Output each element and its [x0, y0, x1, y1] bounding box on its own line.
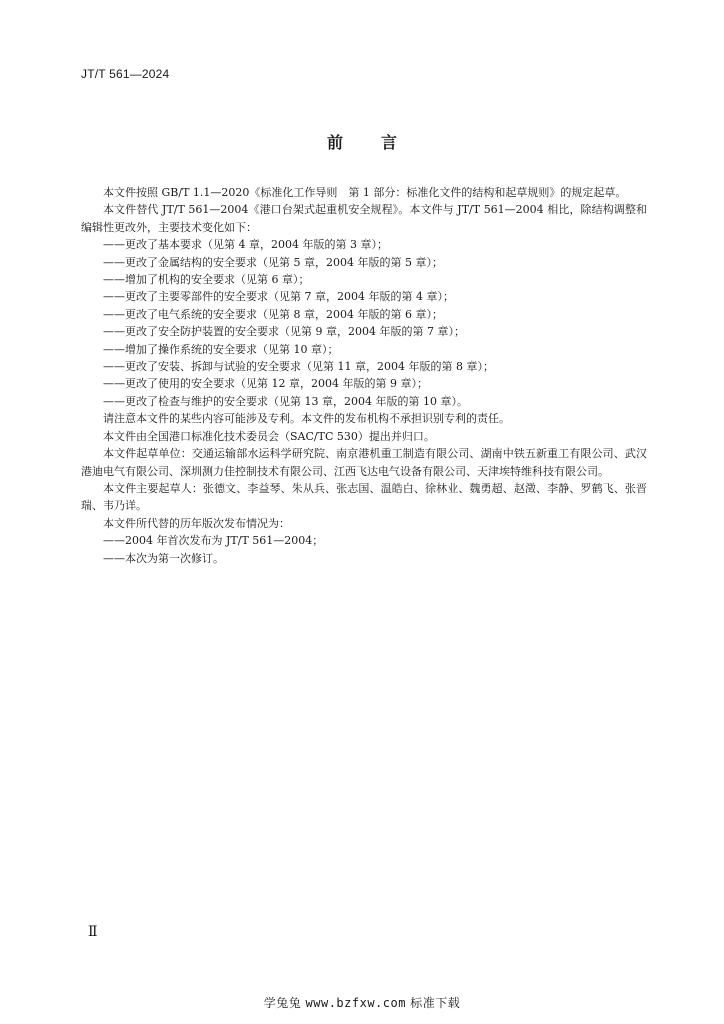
page-title: 前言: [326, 133, 435, 152]
change-item: ——更改了基本要求（见第 4 章，2004 年版的第 3 章）；: [103, 238, 388, 252]
paragraph-proposer: 本文件由全国港口标准化技术委员会（SAC/TC 530）提出并归口。: [103, 429, 435, 443]
change-item: ——更改了安装、拆卸与试验的安全要求（见第 11 章，2004 年版的第 8 章）；: [103, 360, 494, 374]
change-item: ——增加了操作系统的安全要求（见第 10 章）；: [103, 342, 339, 356]
footer-site-name: 学兔兔: [263, 996, 302, 1010]
history-item: ——2004 年首次发布为 JT/T 561—2004；: [103, 534, 324, 548]
history-item: ——本次为第一次修订。: [103, 551, 224, 565]
standard-code: JT/T 561—2024: [81, 67, 170, 81]
change-item: ——更改了使用的安全要求（见第 12 章，2004 年版的第 9 章）；: [103, 377, 428, 391]
change-item: ——更改了检查与维护的安全要求（见第 13 章，2004 年版的第 10 章）。: [103, 394, 468, 408]
paragraph-drafting-rules: 本文件按照 GB/T 1.1—2020《标准化工作导则 第 1 部分：标准化文件的结构和起草规则》的规定起草。: [103, 186, 627, 199]
foreword-body: [81, 184, 647, 567]
page-number: Ⅱ: [88, 924, 98, 940]
change-item: ——更改了金属结构的安全要求（见第 5 章，2004 年版的第 5 章）；: [103, 255, 443, 269]
footer-site-url: www.bzfxw.com: [305, 996, 406, 1010]
paragraph-drafting-units: 本文件起草单位：交通运输部水运科学研究院、南京港机重工制造有限公司、湖南中铁五新重工有限公司、武汉港迪电气有限公司、深圳测力佳控制技术有限公司、江西飞达电气设备有限公司、天津埃特维科技有限公司。: [81, 447, 647, 478]
paragraph-history: 本文件所代替的历年版次发布情况为：: [103, 516, 290, 530]
change-item: ——更改了安全防护装置的安全要求（见第 9 章，2004 年版的第 7 章）；: [103, 325, 465, 339]
change-item: ——更改了主要零部件的安全要求（见第 7 章，2004 年版的第 4 章）；: [103, 290, 454, 304]
change-item: ——增加了机构的安全要求（见第 6 章）；: [103, 273, 310, 287]
paragraph-replacement: 本文件替代 JT/T 561—2004《港口台架式起重机安全规程》。本文件与 JT/T 561—2004 相比，除结构调整和编辑性更改外，主要技术变化如下：: [81, 203, 647, 234]
paragraph-drafters: 本文件主要起草人：张德文、李益琴、朱从兵、张志国、温皓白、徐林业、魏勇超、赵澂、李静、罗鹤飞、张晋瑞、韦乃详。: [81, 481, 647, 513]
footer-site-slogan: 标准下载: [410, 996, 461, 1010]
footer-watermark: [0, 994, 724, 1011]
paragraph-patent-notice: 请注意本文件的某些内容可能涉及专利。本文件的发布机构不承担识别专利的责任。: [103, 412, 510, 426]
change-item: ——更改了电气系统的安全要求（见第 8 章，2004 年版的第 6 章）；: [103, 307, 443, 321]
